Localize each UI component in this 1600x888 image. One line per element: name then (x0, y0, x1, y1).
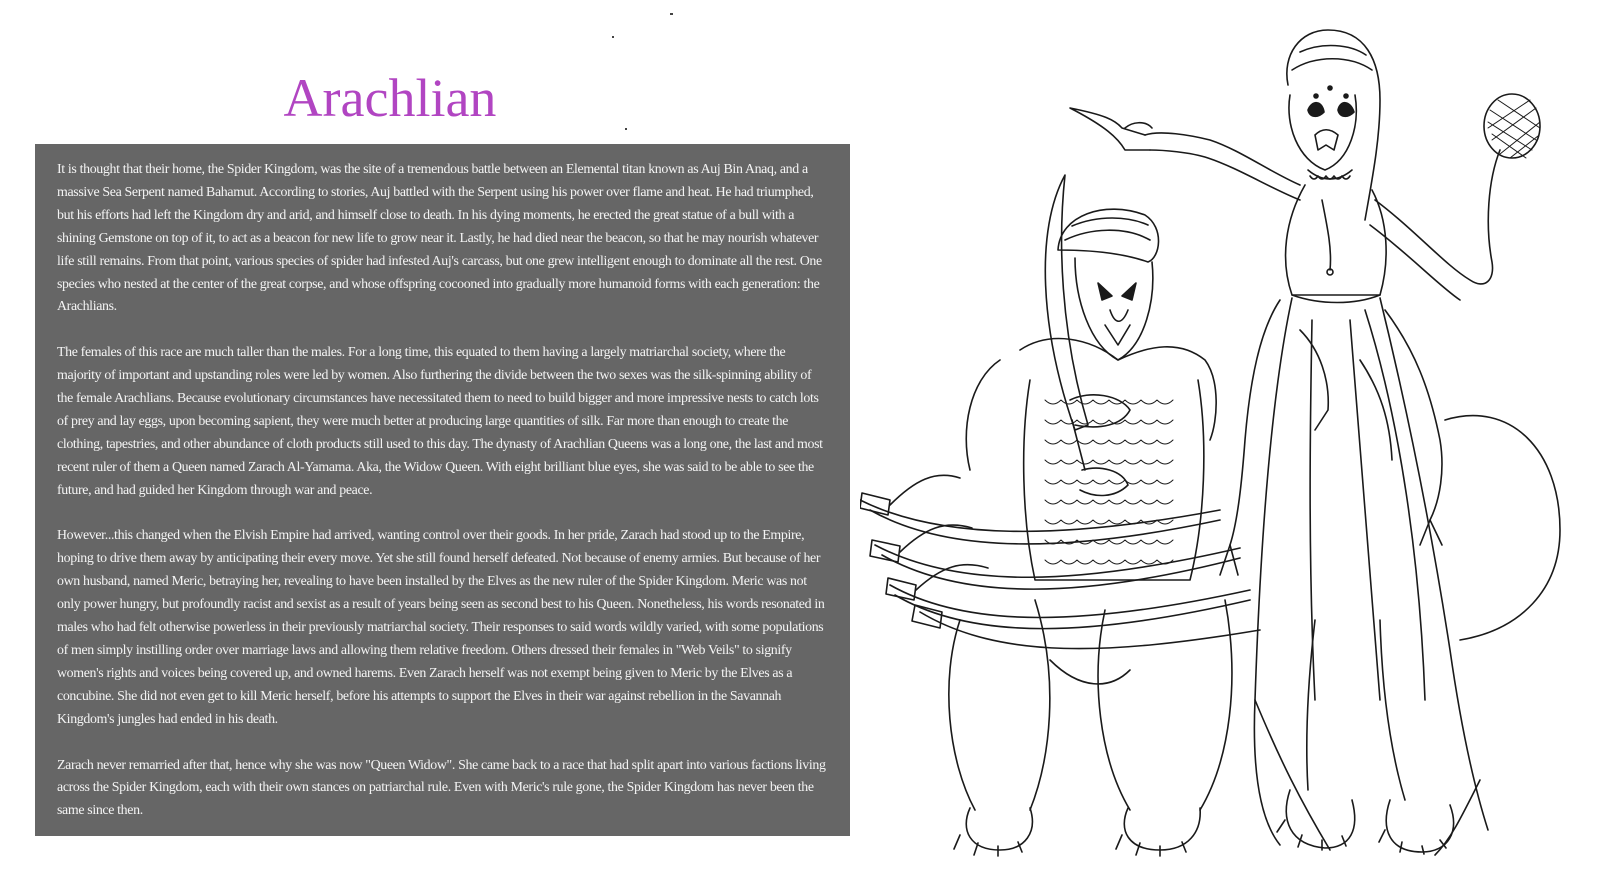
lore-paragraph-3: However...this changed when the Elvish Empire had arrived, wanting control over their goods. In her pride, Zarach had stood up to the Empire, hoping to drive them away by anticipating their every move. Yet she still found herself defeated. Not because of enemy armies. But because of her own husband, named Meric, betraying her, revealing to have been installed by the Elves as the new ruler of the Spider Kingdom. Meric was not only power hungry, but profoundly racist and sexist as a result of years being seen as second best to his Queen. Nonetheless, his words resonated in males who had felt otherwise powerless in their previously matriarchal society. Their responses to said words wildly varied, with some populations of men simply instilling order over marriage laws and allowing them relative freedom. Others dressed their females in "Web Veils" to signify women's rights and voices being covered up, and owned harems. Even Zarach herself was not exempt being given to Meric by the Elves as a concubine. She did not even get to kill Meric herself, before his attempts to support the Elves in their war against rebellion in the Savannah Kingdom's jungles had ended in his death. (57, 528, 825, 727)
lore-paragraph-2: The females of this race are much taller than the males. For a long time, this equated to them having a largely matriarchal society, where the majority of important and upstanding roles were led by women. Also furthering the divide between the two sexes was the silk-spinning ability of the female Arachlians. Because evolutionary circumstances have necessitated them to need to build bigger and more impressive nests to catch lots of prey and lay eggs, upon becoming sapient, they were much better at producing large quantities of silk. Far more than enough to create the clothing, tapestries, and other abundance of cloth products still used to this day. The dynasty of Arachlian Queens was a long one, the last and most recent ruler of them a Queen named Zarach Al-Yamama. Aka, the Widow Queen. With eight brilliant blue eyes, she was said to be able to see the future, and had guided her Kingdom through war and peace. (57, 345, 823, 498)
lore-paragraph-1: It is thought that their home, the Spider Kingdom, was the site of a tremendous battle between an Elemental titan known as Auj Bin Anaq, and a massive Sea Serpent named Bahamut. According to stories, Auj battled with the Serpent using his power over flame and heat. He had triumphed, but his efforts had left the Kingdom dry and arid, and himself close to death. In his dying moments, he erected the great statue of a bull with a shining Gemstone on top of it, to act as a beacon for new life to grow near it. Lastly, he had died near the beacon, so that he may nourish whatever life still remains. From that point, various species of spider had infested Auj's carcass, but one grew intelligent enough to dominate all the rest. One species who nested at the center of the great corpse, and whose offspring cocooned into gradually more humanoid forms with each generation: the Arachlians. (57, 162, 822, 315)
lore-paragraph-4: Zarach never remarried after that, hence why she was now "Queen Widow". She came back to a race that had split apart into various factions living across the Spider Kingdom, each with their own stances on patriarchal rule. Even with Meric's rule gone, the Spider Kingdom has never been the same since then. (57, 757, 826, 819)
paper-speck (612, 36, 614, 38)
paper-speck (625, 128, 627, 130)
paper-speck (670, 13, 673, 15)
lore-text-panel (35, 144, 850, 836)
male-arachlian-figure (860, 175, 1260, 856)
page-title: Arachlian (283, 68, 497, 128)
character-illustration (860, 0, 1600, 888)
